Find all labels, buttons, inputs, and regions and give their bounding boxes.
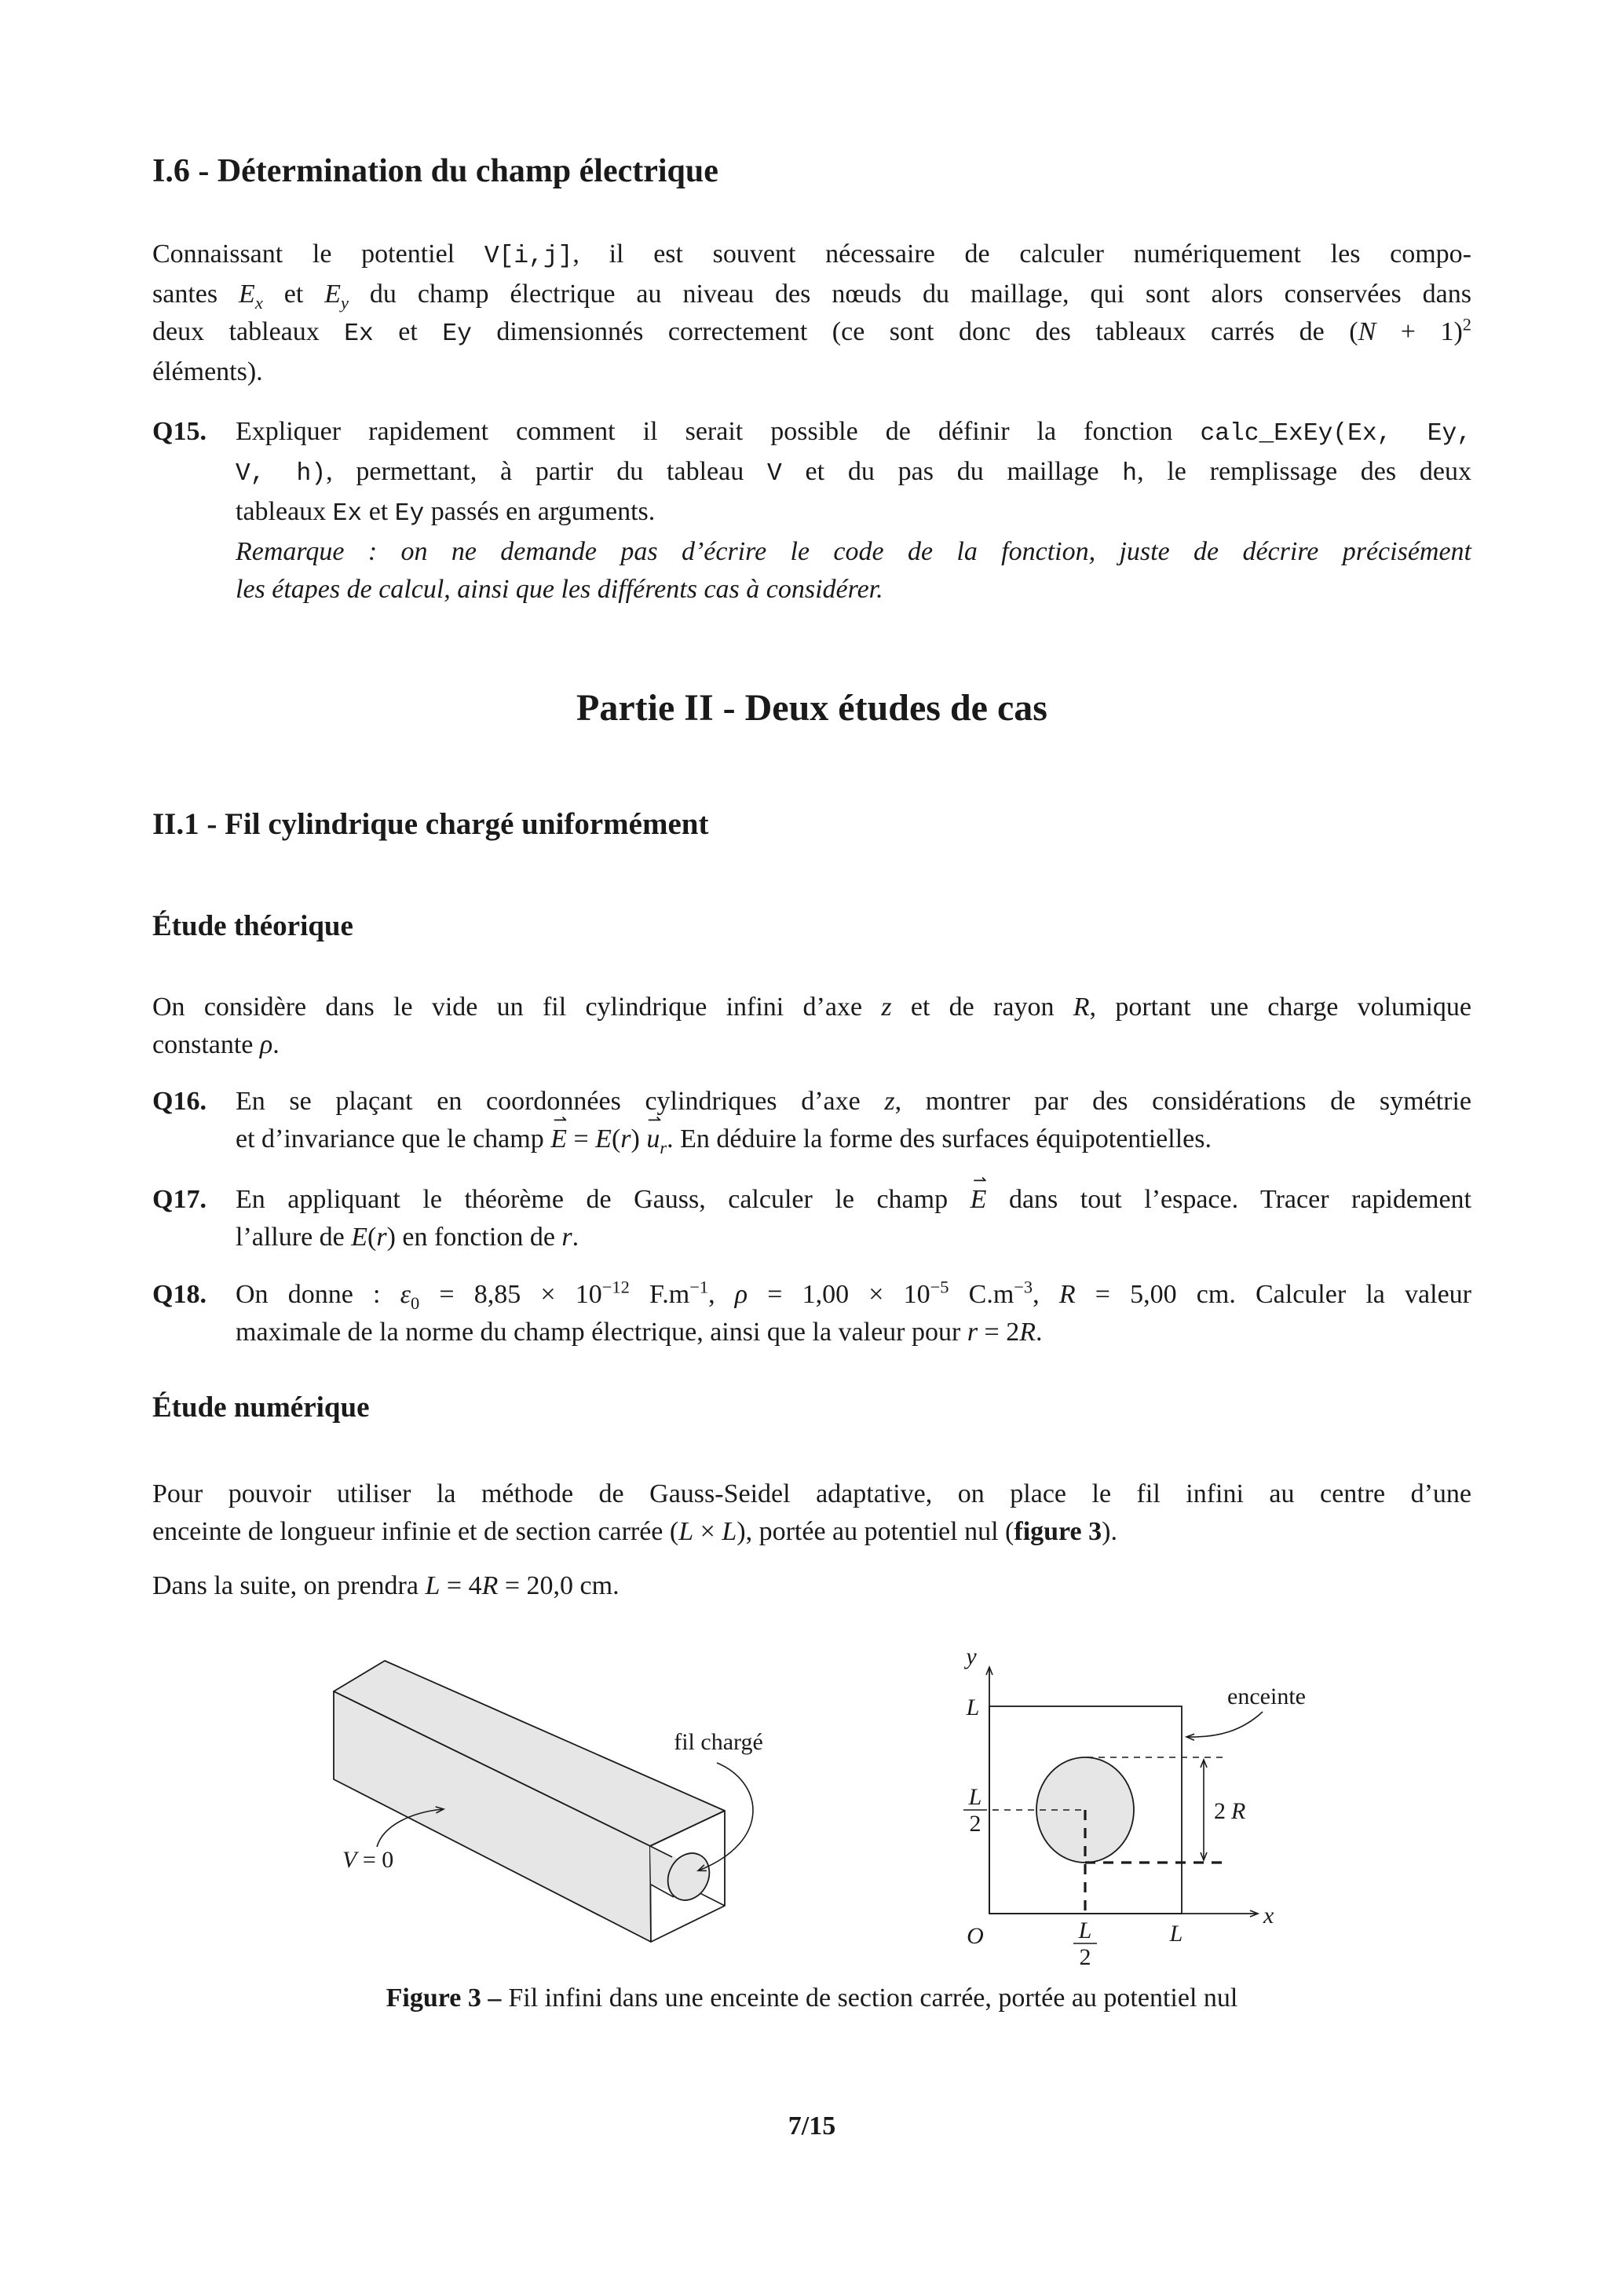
y-axis-label: y	[966, 1643, 977, 1669]
text-line: santes $E_x$ et $E_y$ du champ électrique au niveau des nœuds du maillage, qui sont alors conservées dans	[152, 280, 1471, 313]
y-half-numerator: L	[968, 1784, 982, 1810]
enclosure-label-arrow	[1187, 1712, 1263, 1737]
question-q17	[152, 1181, 1471, 1256]
paragraph-wire	[152, 989, 1471, 1064]
text-line: On donne : $\varepsilon_0 = 8,85 \times 10^{-12}$ $F.m^{-1}$, $\rho = 1,00 \times 10^{-5}$ $C.m^{-3}$, R = 5,00 cm. Calculer la valeur	[236, 1277, 1472, 1313]
question-q16	[152, 1083, 1471, 1158]
text-line: Dans la suite, on prendra L = 4R = 20,0 cm.	[152, 1571, 620, 1600]
figure-caption-text: Fil infini dans une enceinte de section carrée, portée au potentiel nul	[508, 1983, 1238, 2013]
text-line-remark: les étapes de calcul, ainsi que les différents cas à considérer.	[236, 575, 883, 604]
question-q18	[152, 1276, 1471, 1351]
text-line: maximale de la norme du champ électrique, ainsi que la valeur pour r = 2R.	[236, 1318, 1043, 1347]
x-half-numerator: L	[1078, 1918, 1092, 1943]
text-line: En se plaçant en coordonnées cylindriques d’axe z, montrer par des considérations de symétrie	[236, 1087, 1471, 1116]
origin-label: O	[967, 1923, 984, 1949]
question-label: Q16.	[152, 1087, 207, 1116]
x-axis-label: x	[1263, 1903, 1274, 1929]
x-half-denominator: 2	[1079, 1944, 1091, 1970]
enclosure-label: enceinte	[1227, 1684, 1306, 1709]
paragraph-intro	[152, 236, 1471, 391]
part-title: Partie II - Deux études de cas	[576, 687, 1047, 729]
text-line: V, h), permettant, à partir du tableau V et du pas du maillage h, le remplissage des deux	[236, 457, 1471, 488]
y-length-label: L	[966, 1695, 980, 1720]
text-line-remark: Remarque : on ne demande pas d’écrire le code de la fonction, juste de décrire précisément	[236, 537, 1471, 566]
figure3-cross-section-diagram	[927, 1643, 1335, 1976]
text-line: enceinte de longueur infinie et de section carrée (L × L), portée au potentiel nul (figure 3).	[152, 1517, 1117, 1546]
text-line: et d’invariance que le champ E ⇀ = E(r) u $⇀_r$. En déduire la forme des surfaces équipotentielles.	[236, 1121, 1471, 1158]
question-label: Q15.	[152, 417, 207, 446]
text-line: On considère dans le vide un fil cylindrique infini d’axe z et de rayon R, portant une charge volumique	[152, 993, 1472, 1022]
text-line: éléments).	[152, 357, 263, 386]
potential-label: V = 0	[342, 1847, 394, 1873]
question-label: Q18.	[152, 1280, 207, 1309]
figure-caption	[152, 1983, 1471, 2015]
question-label: Q17.	[152, 1185, 207, 1214]
question-q15	[152, 413, 1471, 609]
text-line: deux tableaux Ex et Ey dimensionnés correctement (ce sont donc des tableaux carrés de $(N + 1)^2$	[152, 314, 1472, 348]
subsection-etude-numerique: Étude numérique	[152, 1391, 370, 1424]
diameter-label: 2 R	[1214, 1798, 1246, 1824]
text-line: tableaux Ex et Ey passés en arguments.	[236, 497, 656, 528]
paragraph-method	[152, 1475, 1471, 1551]
text-line: Pour pouvoir utiliser la méthode de Gauss-Seidel adaptative, on place le fil infini au centre d’une	[152, 1479, 1471, 1508]
y-half-denominator: 2	[969, 1811, 981, 1837]
subsection-etude-theorique: Étude théorique	[152, 910, 353, 942]
text-line: En appliquant le théorème de Gauss, calculer le champ E ⇀ dans tout l’espace. Tracer rapidement	[236, 1181, 1471, 1219]
text-line: l’allure de E(r) en fonction de r.	[236, 1223, 579, 1252]
section-heading-ii1: II.1 - Fil cylindrique chargé uniformément	[152, 807, 709, 841]
figure-caption-label: Figure 3 –	[386, 1983, 502, 2013]
wire-label: fil chargé	[674, 1729, 763, 1755]
section-heading-i6: I.6 - Détermination du champ électrique	[152, 153, 718, 189]
x-length-label: L	[1169, 1921, 1183, 1947]
text-line: Connaissant le potentiel V[i,j], il est souvent nécessaire de calculer numériquement les compo-	[152, 239, 1472, 270]
page-number: 7/15	[788, 2111, 836, 2141]
figure3-3d-box-diagram	[313, 1645, 799, 1959]
text-line: constante ρ.	[152, 1030, 280, 1059]
text-line: Expliquer rapidement comment il serait possible de définir la fonction calc_ExEy(Ex, Ey,	[236, 417, 1471, 448]
paragraph-values	[152, 1567, 1471, 1605]
